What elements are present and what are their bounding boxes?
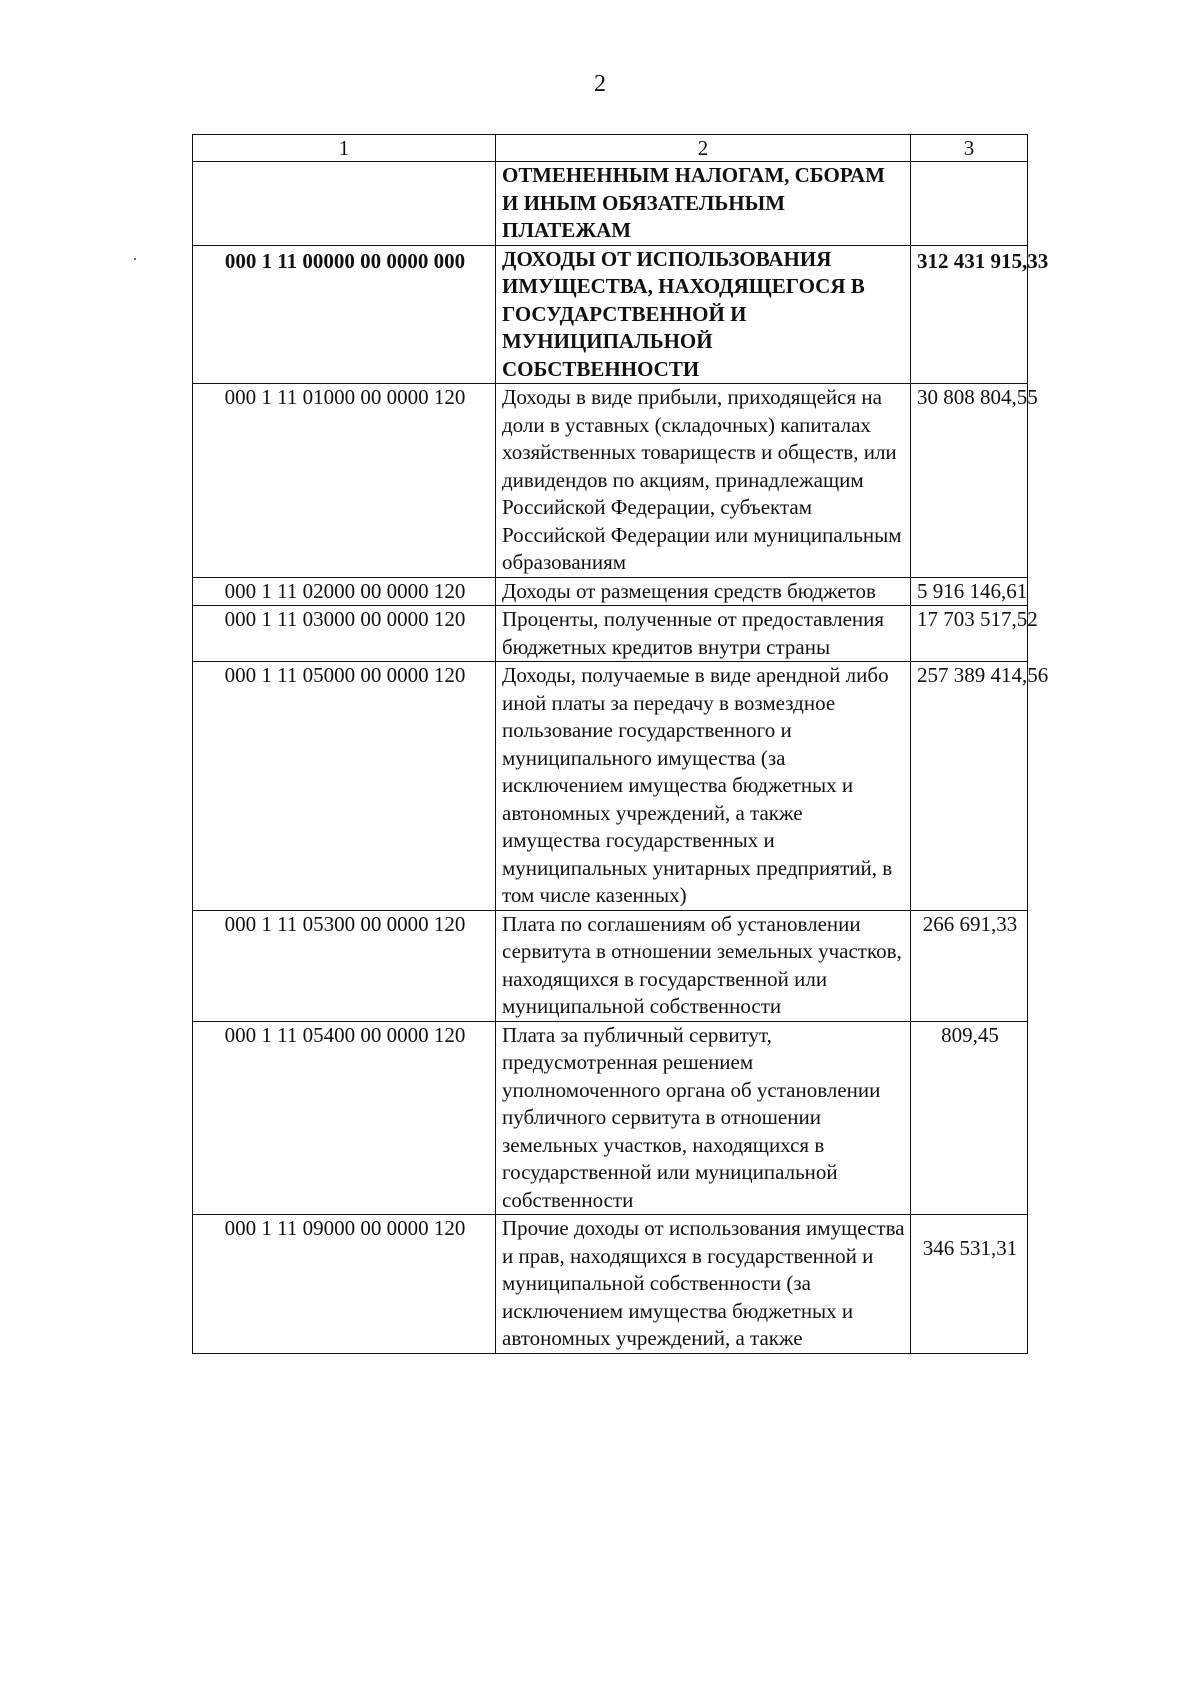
row-code: 000 1 11 05000 00 0000 120 xyxy=(193,662,496,911)
row-name: Прочие доходы от использования имущества и прав, находящихся в государственной и муниципальной собственности (за исключением имущества бюджетных и автономных учреждений, а также xyxy=(496,1215,911,1354)
table-row xyxy=(193,662,1028,911)
row-name: Доходы в виде прибыли, приходящейся на доли в уставных (складочных) капиталах хозяйственных товариществ и обществ, или дивидендов по акциям, принадлежащим Российской Федерации, субъектам Российской Федерации или муниципальным образованиям xyxy=(496,384,911,578)
table-row xyxy=(193,1215,1028,1354)
row-name: Плата по соглашениям об установлении сервитута в отношении земельных участков, находящихся в государственной или муниципальной собственности xyxy=(496,910,911,1021)
row-code: 000 1 11 09000 00 0000 120 xyxy=(193,1215,496,1354)
row-code: 000 1 11 05400 00 0000 120 xyxy=(193,1021,496,1215)
row-amount xyxy=(911,162,1028,246)
row-name: ОТМЕНЕННЫМ НАЛОГАМ, СБОРАМ И ИНЫМ ОБЯЗАТЕЛЬНЫМ ПЛАТЕЖАМ xyxy=(496,162,911,246)
page-number: 2 xyxy=(594,71,606,97)
row-code: 000 1 11 01000 00 0000 120 xyxy=(193,384,496,578)
table-header-row xyxy=(193,135,1028,162)
header-col-name: 2 xyxy=(496,135,911,162)
row-amount: 266 691,33 xyxy=(911,910,1028,1021)
table-row xyxy=(193,384,1028,578)
row-name: ДОХОДЫ ОТ ИСПОЛЬЗОВАНИЯ ИМУЩЕСТВА, НАХОДЯЩЕГОСЯ В ГОСУДАРСТВЕННОЙ И МУНИЦИПАЛЬНОЙ СОБСТВЕННОСТИ xyxy=(496,245,911,384)
table-row xyxy=(193,577,1028,606)
row-amount: 17 703 517,52 xyxy=(911,606,1028,662)
row-amount: 5 916 146,61 xyxy=(911,577,1028,606)
header-col-code: 1 xyxy=(193,135,496,162)
row-name: Плата за публичный сервитут, предусмотренная решением уполномоченного органа об установлении публичного сервитута в отношении земельных участков, находящихся в государственной или муниципальной собственности xyxy=(496,1021,911,1215)
table-row xyxy=(193,162,1028,246)
scan-speck xyxy=(134,258,136,260)
row-code xyxy=(193,162,496,246)
row-amount: 30 808 804,55 xyxy=(911,384,1028,578)
row-code: 000 1 11 05300 00 0000 120 xyxy=(193,910,496,1021)
row-code: 000 1 11 00000 00 0000 000 xyxy=(193,245,496,384)
row-amount: 809,45 xyxy=(911,1021,1028,1215)
row-amount: 312 431 915,33 xyxy=(911,245,1028,384)
revenue-table xyxy=(192,134,1049,1354)
row-name: Проценты, полученные от предоставления бюджетных кредитов внутри страны xyxy=(496,606,911,662)
row-code: 000 1 11 03000 00 0000 120 xyxy=(193,606,496,662)
row-name: Доходы от размещения средств бюджетов xyxy=(496,577,911,606)
row-name: Доходы, получаемые в виде арендной либо иной платы за передачу в возмездное пользование государственного и муниципального имущества (за исключением имущества бюджетных и автономных учреждений, а также имущества государственных и муниципальных унитарных предприятий, в том числе казенных) xyxy=(496,662,911,911)
row-code: 000 1 11 02000 00 0000 120 xyxy=(193,577,496,606)
header-col-amount: 3 xyxy=(911,135,1028,162)
table-row xyxy=(193,1021,1028,1215)
table-row xyxy=(193,910,1028,1021)
table-row xyxy=(193,245,1028,384)
row-amount: 257 389 414,56 xyxy=(911,662,1028,911)
table-row xyxy=(193,606,1028,662)
row-amount: 346 531,31 xyxy=(911,1215,1028,1354)
